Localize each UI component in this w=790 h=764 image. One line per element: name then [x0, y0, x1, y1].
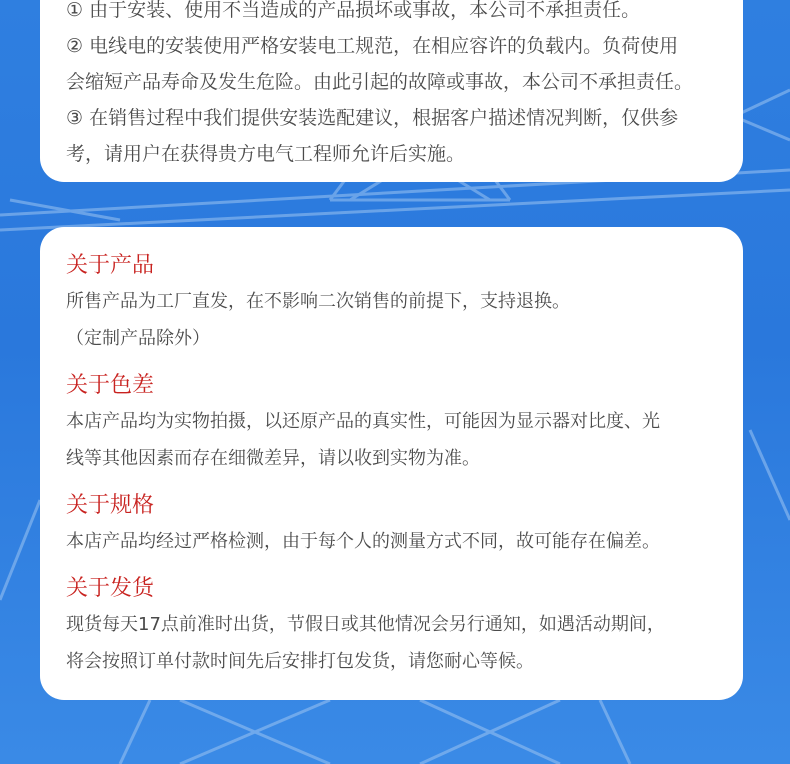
- section-title-product: 关于产品: [66, 253, 155, 278]
- section-title-color: 关于色差: [66, 373, 155, 398]
- section-product: [66, 249, 717, 357]
- section-title-spec: 关于规格: [66, 493, 155, 518]
- section-shipping-line-1: 现货每天17点前准时出货，节假日或其他情况会另行通知，如遇活动期间，: [66, 614, 665, 635]
- disclaimer-line-3: 会缩短产品寿命及发生危险。由此引起的故障或事故，本公司不承担责任。: [66, 71, 694, 93]
- disclaimer-line-1: ① 由于安装、使用不当造成的产品损坏或事故，本公司不承担责任。: [66, 0, 641, 21]
- section-color: [66, 369, 717, 477]
- info-card: [40, 227, 743, 700]
- section-color-line-2: 线等其他因素而存在细微差异，请以收到实物为准。: [66, 448, 480, 469]
- disclaimer-line-4: ③ 在销售过程中我们提供安装选配建议，根据客户描述情况判断，仅供参: [66, 107, 679, 129]
- section-product-line-1: 所售产品为工厂直发，在不影响二次销售的前提下，支持退换。: [66, 291, 570, 312]
- section-title-shipping: 关于发货: [66, 576, 155, 601]
- disclaimer-card: [40, 0, 743, 182]
- section-spec-line-1: 本店产品均经过严格检测，由于每个人的测量方式不同，故可能存在偏差。: [66, 531, 660, 552]
- section-product-line-2: （定制产品除外）: [66, 328, 210, 349]
- section-shipping: [66, 572, 717, 680]
- disclaimer-line-2: ② 电线电的安装使用严格安装电工规范，在相应容许的负载内。负荷使用: [66, 35, 679, 57]
- section-shipping-line-2: 将会按照订单付款时间先后安排打包发货，请您耐心等候。: [66, 651, 534, 672]
- disclaimer-line-5: 考，请用户在获得贵方电气工程师允许后实施。: [66, 143, 466, 165]
- section-spec: [66, 489, 717, 560]
- section-color-line-1: 本店产品均为实物拍摄，以还原产品的真实性，可能因为显示器对比度、光: [66, 411, 660, 432]
